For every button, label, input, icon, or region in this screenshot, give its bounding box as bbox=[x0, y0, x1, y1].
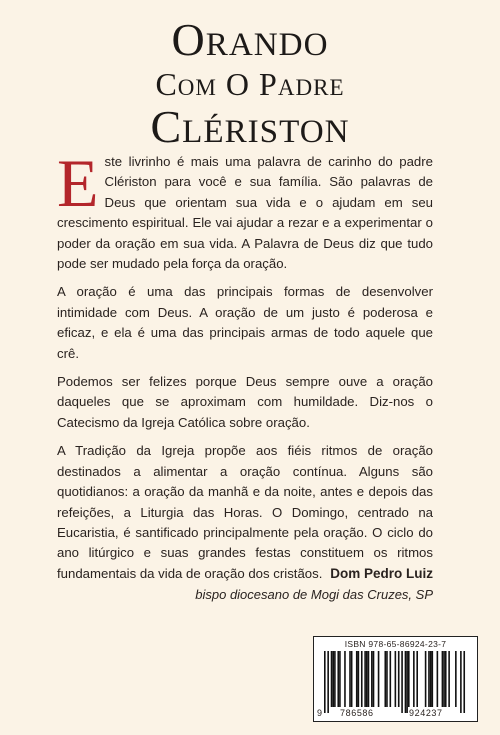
barcode-bar bbox=[324, 651, 326, 713]
barcode-bar bbox=[455, 651, 457, 707]
barcode-bar bbox=[413, 651, 415, 707]
barcode-bar bbox=[430, 651, 432, 707]
barcode-bar bbox=[460, 651, 462, 713]
barcode-bar bbox=[334, 651, 336, 707]
barcode-bar bbox=[425, 651, 427, 707]
barcode-bar bbox=[445, 651, 447, 707]
title-orando: ORANDO bbox=[171, 14, 329, 65]
barcode-bar bbox=[371, 651, 373, 707]
paragraph-1 bbox=[57, 145, 433, 274]
barcode-bars bbox=[314, 637, 477, 721]
barcode-bar bbox=[373, 651, 375, 707]
barcode-bar bbox=[364, 651, 366, 707]
barcode-bar bbox=[416, 651, 418, 707]
barcode-bar bbox=[437, 651, 439, 707]
barcode-bar bbox=[448, 651, 450, 707]
barcode-bar bbox=[395, 651, 397, 707]
barcode-bar bbox=[428, 651, 430, 707]
signature-name: Dom Pedro Luiz bbox=[330, 566, 433, 581]
barcode-bar bbox=[344, 651, 346, 707]
barcode-bar bbox=[339, 651, 341, 707]
barcode-bar bbox=[398, 651, 400, 707]
barcode-bar bbox=[386, 651, 388, 707]
dropcap-letter: E bbox=[57, 145, 99, 221]
barcode-bar bbox=[384, 651, 386, 707]
barcode-left-digits: 786586 bbox=[340, 708, 374, 718]
barcode-bar bbox=[463, 651, 465, 713]
barcode-bar bbox=[368, 651, 370, 707]
book-title bbox=[0, 14, 500, 155]
barcode-bar bbox=[378, 651, 380, 707]
barcode-bar bbox=[356, 651, 358, 707]
barcode-bar bbox=[432, 651, 434, 707]
barcode-bar bbox=[366, 651, 368, 707]
barcode-bar bbox=[443, 651, 445, 707]
barcode-bar bbox=[349, 651, 351, 707]
barcode-bar bbox=[351, 651, 353, 707]
barcode-bar bbox=[361, 651, 363, 707]
paragraph-3: Podemos ser felizes porque Deus sempre ouve a oração daqueles que se aproximam com humildade. Diz-nos o Catecismo da Igreja Católica sobre oração. bbox=[57, 374, 433, 430]
paragraph-2: A oração é uma das principais formas de desenvolver intimidade com Deus. A oração de um justo é poderosa e eficaz, e ela é uma das principais armas de todo aquele que crê. bbox=[57, 284, 433, 361]
barcode-bar bbox=[332, 651, 334, 707]
barcode-first-digit: 9 bbox=[317, 708, 323, 718]
barcode-right-digits: 924237 bbox=[409, 708, 443, 718]
barcode-bar bbox=[358, 651, 360, 707]
barcode-bar bbox=[442, 651, 444, 707]
title-line-1 bbox=[0, 14, 500, 67]
back-cover-text bbox=[57, 145, 433, 592]
title-line-2 bbox=[0, 67, 500, 104]
title-cleriston: CLÉRISTON bbox=[150, 101, 350, 152]
barcode-bar bbox=[337, 651, 339, 707]
barcode-bar bbox=[408, 651, 410, 707]
title-com-o-padre: COM O PADRE bbox=[155, 66, 345, 102]
barcode-bar bbox=[331, 651, 333, 707]
paragraph-1-text: ste livrinho é mais uma palavra de carinho do padre Clériston para você e sua família. São palavras de Deus que orientam sua vida e o ajudam em seu crescimento espiritual. Ele vai ajudar a rezar e a experimentar o poder da oração em sua vida. A Palavra de Deus diz que tudo pode ser mudado pela força da oração. bbox=[57, 154, 433, 272]
paragraph-4: A Tradição da Igreja propõe aos fiéis ritmos de oração destinados a alimentar a oração contínua. Alguns são quotidianos: a oração da manhã e da noite, antes e depois das refeições, a Liturgia das Horas. O Domingo, centrado na Eucaristia, é santificado principalmente pela oração. O ciclo do ano litúrgico e suas grandes festas constituem os ritmos fundamentais da vida de oração dos cristãos. bbox=[57, 443, 433, 581]
barcode-bar bbox=[406, 651, 408, 713]
signature-role: bispo diocesano de Mogi das Cruzes, SP bbox=[195, 587, 433, 602]
barcode-bar bbox=[390, 651, 392, 707]
barcode-bar bbox=[401, 651, 403, 713]
barcode-bar bbox=[327, 651, 329, 713]
isbn-label: ISBN 978-65-86924-23-7 bbox=[344, 639, 447, 649]
barcode-bar bbox=[405, 651, 407, 713]
isbn-barcode bbox=[313, 636, 478, 722]
